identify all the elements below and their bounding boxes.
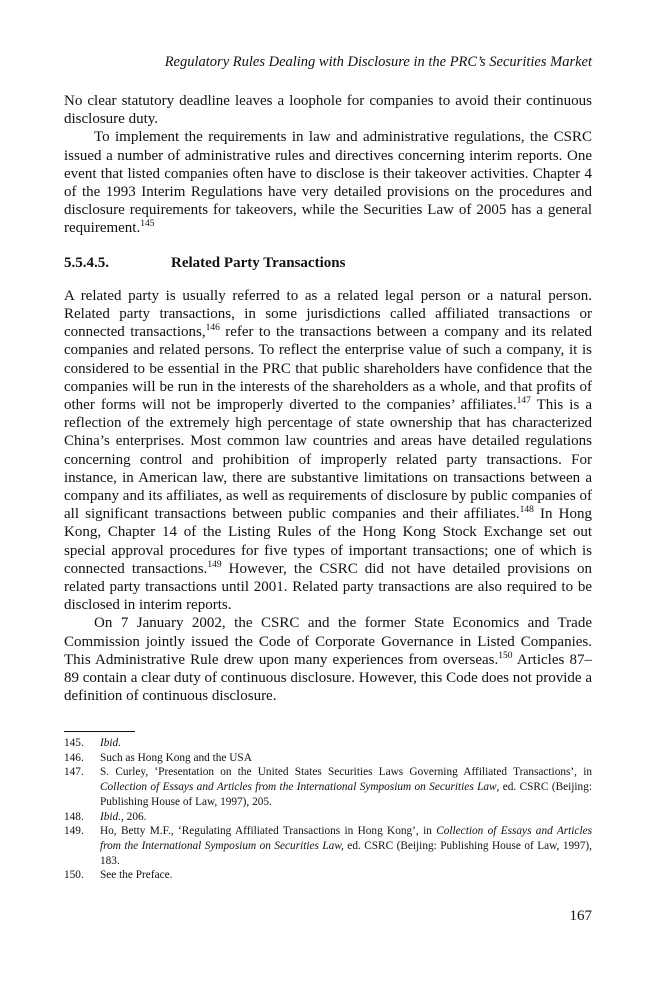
footnote-number: 149. xyxy=(64,825,84,838)
body-text xyxy=(64,92,592,706)
footnote-number: 148. xyxy=(64,810,84,823)
footnote-ref: 146 xyxy=(205,323,220,334)
footnote-text-segment: See the Preface. xyxy=(100,869,173,882)
footnote-text-segment: Ibid. xyxy=(100,810,122,823)
section-title: Related Party Transactions xyxy=(171,254,346,271)
footnote xyxy=(64,751,592,766)
running-header: Regulatory Rules Dealing with Disclosure in the PRC’s Securities Market xyxy=(164,54,592,70)
footnote-text-segment: Collection of Essays and Articles from the International Symposium on Securities Law, xyxy=(100,825,592,852)
paragraph xyxy=(64,128,592,237)
footnote-number: 145. xyxy=(64,737,84,749)
paragraph xyxy=(64,614,592,705)
footnote-text xyxy=(100,810,592,825)
footnote xyxy=(64,868,592,883)
paragraph-text: In Hong Kong, Chapter 14 of the Listing Rules of the Hong Kong Stock Exchange set out special approval procedures for five types of important transactions; one of which is connected transactions. xyxy=(64,506,592,577)
paragraph-text: A related party is usually referred to as a related legal person or a natural person. Related party transactions, in some jurisdictions called affiliated transactions or connected transactions, xyxy=(64,287,592,341)
footnote-text-segment: S. Curley, ‘Presentation on the United States Securities Laws Governing Affiliated Transactions’, in xyxy=(100,766,592,779)
footnote-text-segment: , ed. CSRC (Beijing: Publishing House of Law, 1997), 205. xyxy=(100,781,592,808)
footnote-text xyxy=(100,765,592,809)
footnote xyxy=(64,810,592,825)
footnote-divider xyxy=(64,731,135,732)
footnote-ref: 148 xyxy=(519,505,534,516)
paragraph xyxy=(64,287,592,615)
footnote-text xyxy=(100,751,592,766)
footnote-ref: 150 xyxy=(498,650,513,661)
footnote xyxy=(64,765,592,809)
footnote-ref: 145 xyxy=(140,219,155,230)
paragraph-text: However, the CSRC did not have detailed provisions on related party transactions until 2001. Related party transactions are also required to be disclosed in interim reports. xyxy=(64,560,592,614)
footnote-text-segment: ed. CSRC (Beijing: Publishing House of Law, 1997), 183. xyxy=(100,839,592,867)
footnote-text-segment: Collection of Essays and Articles from the International Symposium on Securities Law xyxy=(100,781,497,794)
footnote-text-segment: Ho, Betty M.F., ‘Regulating Affiliated Transactions in Hong Kong’, in xyxy=(100,825,437,838)
footnote xyxy=(64,736,592,751)
footnote-text-segment: , 206. xyxy=(121,810,147,823)
page-number: 167 xyxy=(569,908,592,924)
footnote-text-segment: Ibid. xyxy=(100,737,122,749)
paragraph-text: No clear statutory deadline leaves a loophole for companies to avoid their continuous disclosure duty. xyxy=(64,93,592,128)
section-heading xyxy=(64,254,592,272)
paragraph-text: This is a reflection of the extremely high percentage of state ownership that has characterized China’s enterprises. Most common law countries and areas have detailed regulations concerning control and prohibition of improperly related party transactions. For instance, in American law, there are substantive limitations on transactions between a company and its affiliates, as well as requirements of disclosure by public companies of all significant transactions between public companies and their affiliates. xyxy=(64,397,592,523)
paragraph-text: Articles 87–89 contain a clear duty of continuous disclosure. However, this Code does not provide a definition of continuous disclosure. xyxy=(64,651,592,705)
paragraph-text: refer to the transactions between a company and its related companies and related persons. To reflect the enterprise value of such a company, it is considered to be essential in the PRC that public shareholders have confidence that the companies will be run in the interests of the shareholders as a whole, and that profits of other forms will not be improperly diverted to the companies’ affiliates. xyxy=(64,324,592,414)
section-number: 5.5.4.5. xyxy=(64,254,109,271)
footnote-number: 146. xyxy=(64,751,84,764)
paragraph-text: On 7 January 2002, the CSRC and the former State Economics and Trade Commission jointly issued the Code of Corporate Governance in Listed Companies. This Administrative Rule drew upon many experiences from overseas. xyxy=(64,615,592,668)
footnote-text-segment: Such as Hong Kong and the USA xyxy=(100,751,252,764)
footnote-text xyxy=(100,824,592,868)
footnote-text xyxy=(100,868,592,883)
footnotes xyxy=(64,736,592,883)
footnote-text xyxy=(100,736,592,751)
paragraph-text: To implement the requirements in law and administrative regulations, the CSRC issued a number of administrative rules and directives concerning interim reports. One event that listed companies often have to disclose is their takeover activities. Chapter 4 of the 1993 Interim Regulations have very detailed provisions on the procedures and disclosure requirements for takeovers, while the Securities Law of 2005 has a general requirement. xyxy=(64,129,592,237)
footnote-number: 150. xyxy=(64,869,84,882)
footnote xyxy=(64,824,592,868)
footnote-ref: 147 xyxy=(516,396,531,407)
footnote-ref: 149 xyxy=(207,559,222,570)
footnote-number: 147. xyxy=(64,766,84,779)
paragraph xyxy=(64,92,592,128)
